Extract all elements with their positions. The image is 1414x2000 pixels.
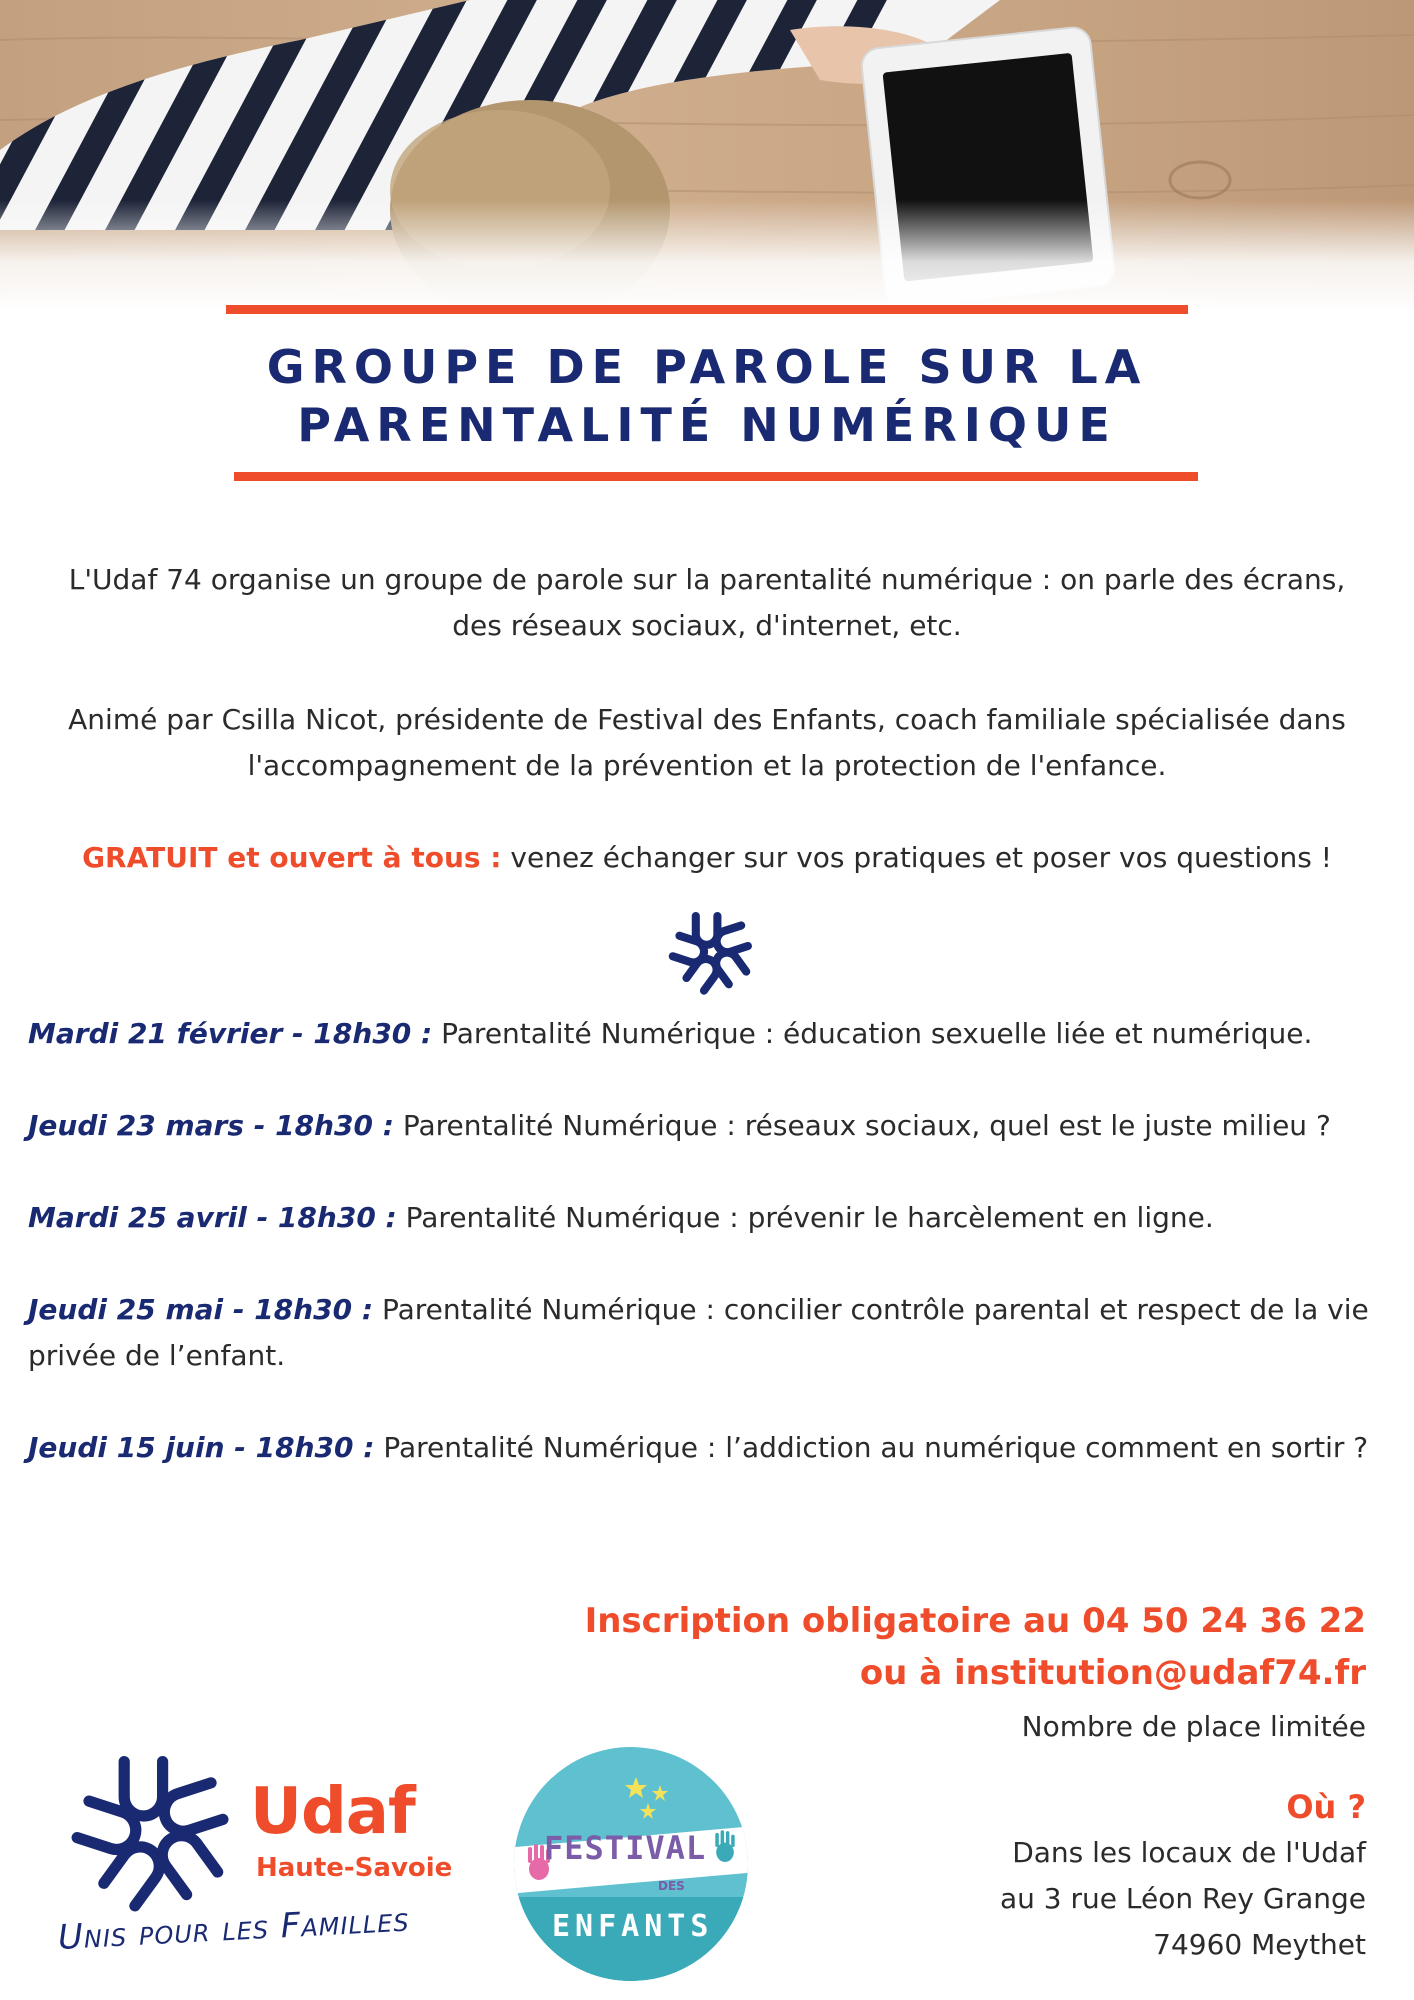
- udaf-logo-slogan: Unis pour les Familles: [56, 1899, 411, 1958]
- event-item: [28, 1011, 1398, 1057]
- free-highlight: GRATUIT et ouvert à tous :: [82, 841, 502, 874]
- title-rule-top: [226, 305, 1188, 314]
- event-date: Jeudi 23 mars - 18h30 :: [28, 1109, 394, 1142]
- festival-logo: [514, 1747, 748, 1981]
- event-date: Jeudi 25 mai - 18h30 :: [28, 1293, 374, 1326]
- page-title: [200, 338, 1214, 454]
- location-title: Où ?: [1286, 1788, 1366, 1826]
- intro-paragraph-1: L'Udaf 74 organise un groupe de parole sur la parentalité numérique : on parle des écrans, des réseaux sociaux, d'internet, etc.: [68, 563, 1346, 642]
- event-item: [28, 1425, 1398, 1471]
- event-item: [28, 1103, 1398, 1149]
- page-title-line1: GROUPE DE PAROLE SUR LA: [266, 340, 1148, 394]
- registration-email[interactable]: ou à institution@udaf74.fr: [859, 1653, 1366, 1693]
- udaf-logo-wordmark: Udaf: [250, 1775, 415, 1849]
- event-topic: Parentalité Numérique : l’addiction au numérique comment en sortir ?: [374, 1431, 1369, 1464]
- event-item: [28, 1287, 1398, 1379]
- handprint-icon: [710, 1829, 740, 1865]
- hero-fade: [0, 200, 1414, 312]
- registration-phone: Inscription obligatoire au 04 50 24 36 22: [584, 1601, 1366, 1641]
- limited-seats-note: Nombre de place limitée: [1021, 1710, 1366, 1743]
- event-date: Mardi 21 février - 18h30 :: [28, 1017, 433, 1050]
- festival-logo-enfants: ENFANTS: [552, 1909, 714, 1944]
- event-topic: Parentalité Numérique : éducation sexuelle liée et numérique.: [432, 1017, 1313, 1050]
- location-address: [766, 1830, 1366, 1968]
- address-line-3: 74960 Meythet: [1153, 1928, 1366, 1961]
- udaf-logo-emblem-icon: [58, 1752, 248, 1912]
- festival-logo-des: DES: [658, 1879, 685, 1893]
- udaf-emblem-icon: [667, 907, 757, 997]
- event-topic: Parentalité Numérique : réseaux sociaux, quel est le juste milieu ?: [393, 1109, 1331, 1142]
- event-date: Mardi 25 avril - 18h30 :: [28, 1201, 397, 1234]
- event-date: Jeudi 15 juin - 18h30 :: [28, 1431, 375, 1464]
- event-topic: Parentalité Numérique : prévenir le harcèlement en ligne.: [396, 1201, 1214, 1234]
- intro-paragraph-2: Animé par Csilla Nicot, présidente de Festival des Enfants, coach familiale spécialisée dans l'accompagnement de la prévention et la protection de l'enfance.: [68, 703, 1346, 782]
- event-item: [28, 1195, 1398, 1241]
- events-list: [28, 1011, 1398, 1517]
- address-line-1: Dans les locaux de l'Udaf: [1012, 1836, 1366, 1869]
- udaf-logo-region: Haute-Savoie: [256, 1853, 453, 1883]
- intro-paragraph-3-rest: venez échanger sur vos pratiques et poser vos questions !: [501, 841, 1332, 874]
- page-title-line2: PARENTALITÉ NUMÉRIQUE: [297, 398, 1117, 452]
- festival-logo-word: FESTIVAL: [544, 1829, 707, 1867]
- address-line-2: au 3 rue Léon Rey Grange: [999, 1882, 1366, 1915]
- event-topic: Parentalité Numérique : concilier contrôle parental et respect de la vie privée de l’enfant.: [28, 1293, 1369, 1372]
- title-rule-bottom: [234, 472, 1198, 481]
- intro-paragraph-3: [40, 835, 1374, 881]
- hero-photo: [0, 0, 1414, 312]
